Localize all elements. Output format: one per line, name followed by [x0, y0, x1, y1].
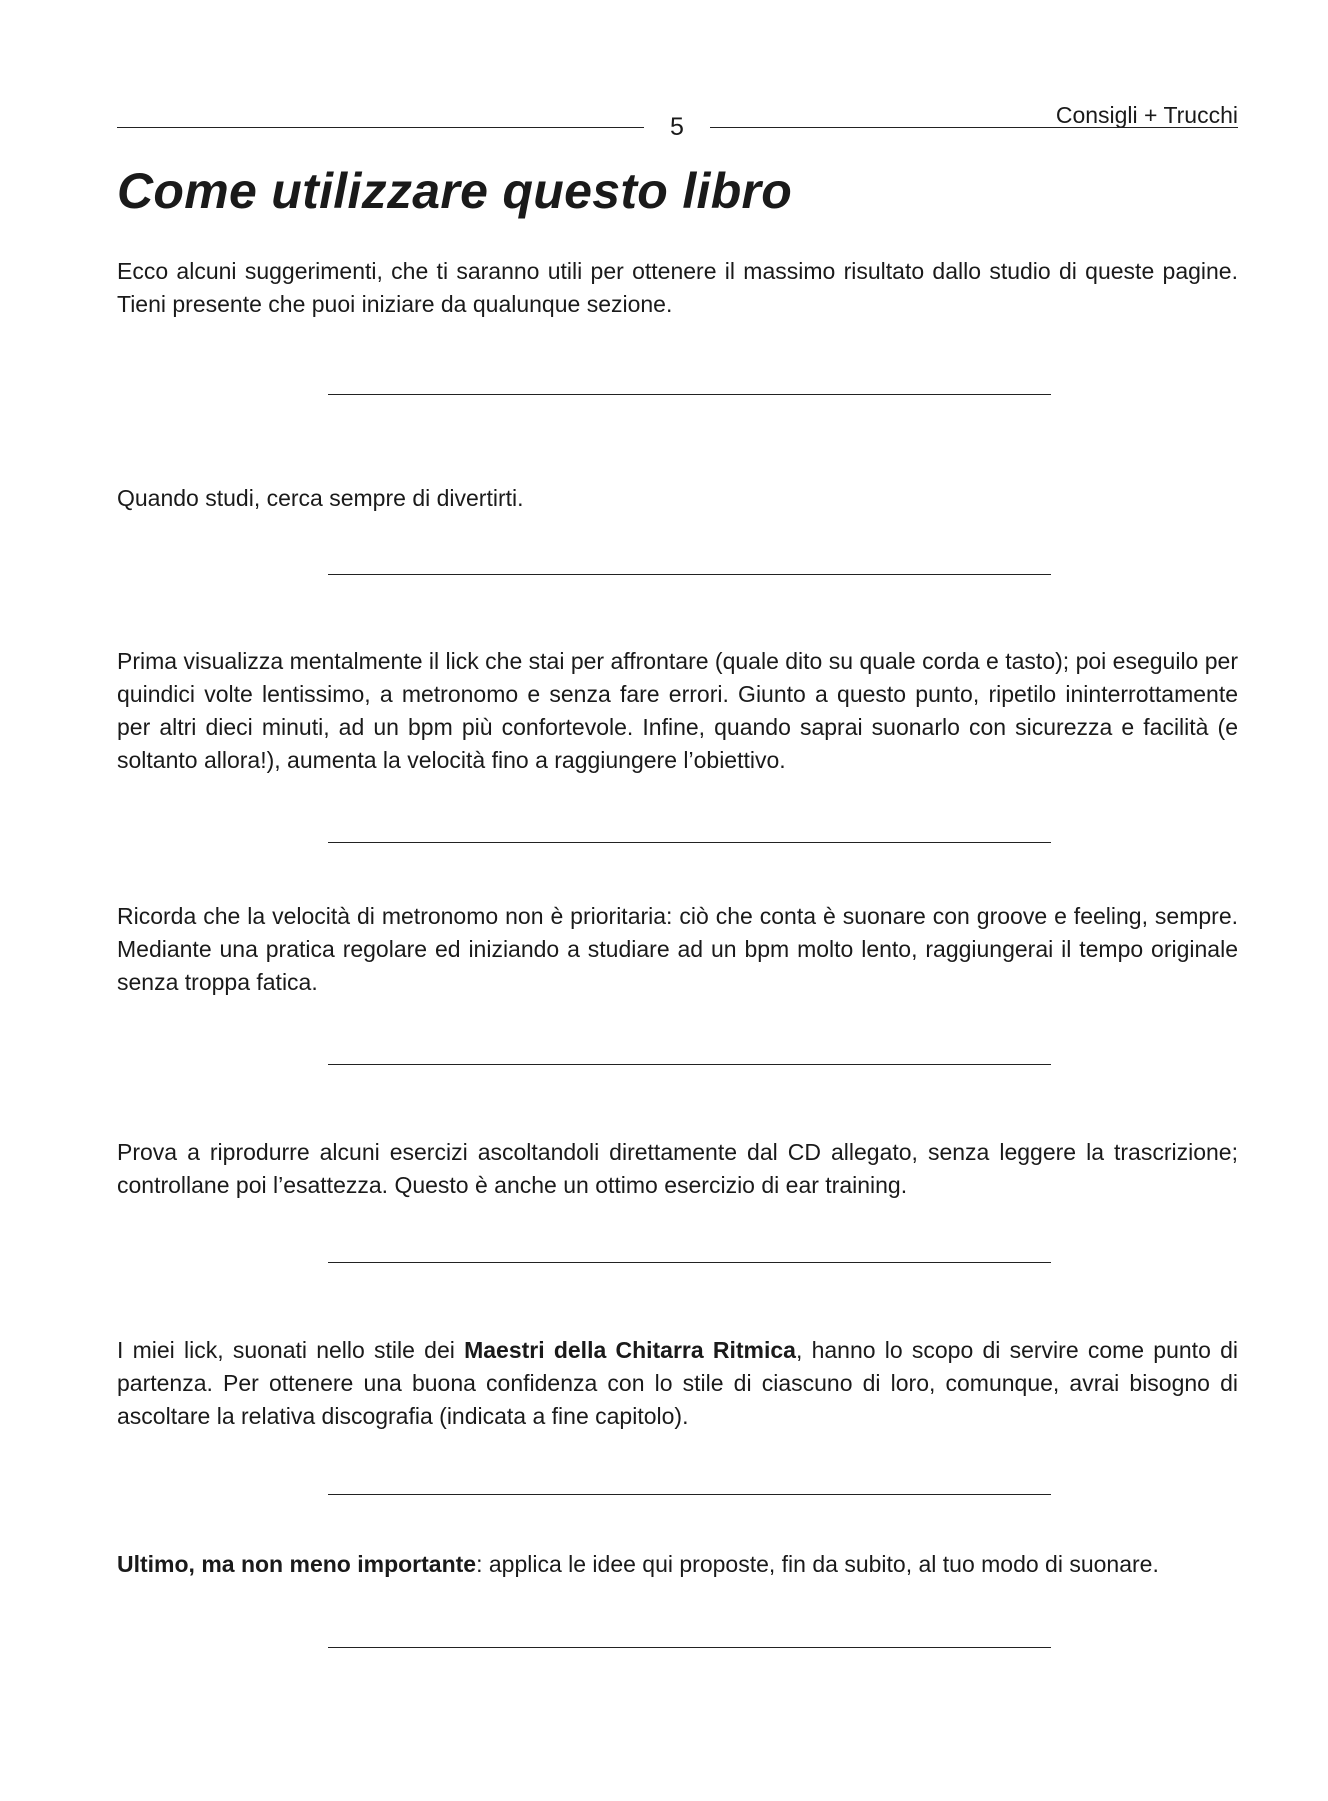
- paragraph-have-fun: Quando studi, cerca sempre di divertirti.: [117, 485, 524, 511]
- text-run: , hanno lo scopo di servire come punto di partenza. Per ottenere una buona confidenza con lo stile di ciascuno di loro, comunque, avrai bisogno di ascoltare la relativa discografia (indicata a fine capitolo).: [117, 1337, 1238, 1429]
- paragraph-masters: [117, 1334, 1238, 1433]
- separator-rule: [328, 394, 1051, 395]
- separator-rule: [328, 1262, 1051, 1263]
- paragraph-practice-method: Prima visualizza mentalmente il lick che stai per affrontare (quale dito su quale corda e tasto); poi eseguilo per quindici volte lentissimo, a metronomo e senza fare errori. Giunto a questo punto, ripetilo ininterrottamente per altri dieci minuti, ad un bpm più confortevole. Infine, quando saprai suonarlo con sicurezza e facilità (e soltanto allora!), aumenta la velocità fino a raggiungere l’obiettivo.: [117, 648, 1238, 773]
- separator-rule: [328, 842, 1051, 843]
- text-run: : applica le idee qui proposte, fin da subito, al tuo modo di suonare.: [476, 1551, 1159, 1577]
- page-number: 5: [670, 113, 684, 141]
- paragraph-ear-training: Prova a riprodurre alcuni esercizi ascoltandoli direttamente dal CD allegato, senza leggere la trascrizione; controllane poi l’esattezza. Questo è anche un ottimo esercizio di ear training.: [117, 1139, 1238, 1198]
- chapter-title: Come utilizzare questo libro: [117, 163, 793, 219]
- separator-rule: [328, 1494, 1051, 1495]
- header-rule-left: [117, 127, 644, 128]
- text-run: I miei lick, suonati nello stile dei: [117, 1337, 465, 1363]
- separator-rule: [328, 1064, 1051, 1065]
- separator-rule: [328, 1647, 1051, 1648]
- running-head: Consigli + Trucchi: [1055, 102, 1238, 128]
- separator-rule: [328, 574, 1051, 575]
- paragraph-intro: Ecco alcuni suggerimenti, che ti saranno utili per ottenere il massimo risultato dallo studio di queste pagine. Tieni presente che puoi iniziare da qualunque sezione.: [117, 258, 1238, 317]
- paragraph-last: [117, 1548, 1238, 1581]
- paragraph-metronome: Ricorda che la velocità di metronomo non è prioritaria: ciò che conta è suonare con groove e feeling, sempre. Mediante una pratica regolare ed iniziando a studiare ad un bpm molto lento, raggiungerai il tempo originale senza troppa fatica.: [117, 903, 1238, 995]
- bold-text-run: Ultimo, ma non meno importante: [117, 1551, 477, 1577]
- bold-text-run: Maestri della Chitarra Ritmica: [464, 1337, 796, 1363]
